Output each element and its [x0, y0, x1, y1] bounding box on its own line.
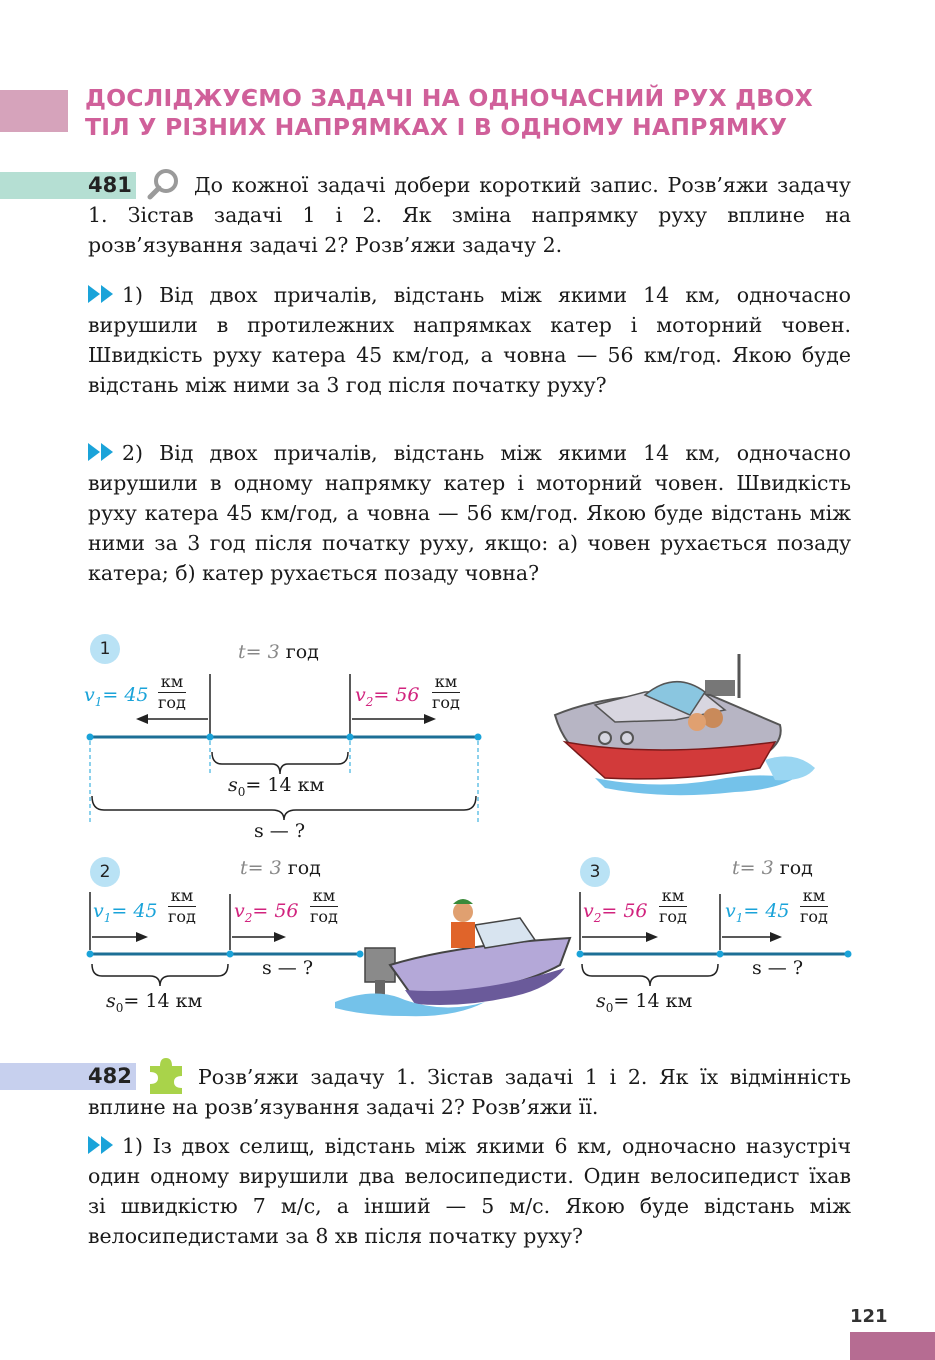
diagram-1-v2-unit: км год	[432, 672, 460, 712]
diagram-1-v1: $v_1= 45$	[84, 684, 149, 709]
diagram-2-v2-unit: км год	[310, 886, 338, 926]
diagram-3-number: 3	[580, 857, 610, 887]
task-481-problem-2	[88, 438, 851, 588]
double-arrow-icon	[88, 442, 116, 462]
footer-accent-bar	[850, 1332, 935, 1360]
diagram-1-s0: $s_0= 14$ км	[228, 774, 325, 799]
diagram-2-v2: $v_2= 56$	[234, 900, 299, 925]
diagram-2-s-question: s — ?	[262, 957, 314, 979]
header-accent-bar	[0, 90, 68, 132]
double-arrow-icon	[88, 1135, 116, 1155]
diagram-2-v1-unit: км год	[168, 886, 196, 926]
task-482-problem-1	[88, 1131, 851, 1251]
diagram-1-number: 1	[90, 634, 120, 664]
diagram-3-v-first-unit: км год	[659, 886, 687, 926]
diagram-3-time: t= 3 год	[732, 857, 813, 879]
double-arrow-icon	[88, 284, 116, 304]
section-title-line-2: ТІЛ У РІЗНИХ НАПРЯМКАХ І В ОДНОМУ НАПРЯМКУ	[85, 113, 788, 141]
task-481-number: 481	[88, 173, 132, 197]
task-482-number: 482	[88, 1064, 132, 1088]
task-481-problem-1-text: 1) Від двох причалів, відстань між якими 14 км, одночасно вирушили в протилежних напрямках катер і моторний човен. Швидкість руху катера 45 км/год, а човна — 56 км/год. Якою буде відстань між ними за 3 год після початку руху?	[88, 283, 851, 397]
diagram-3-v-second-unit: км год	[800, 886, 828, 926]
diagram-1-v2: $v_2= 56$	[355, 684, 420, 709]
speedboat-illustration	[535, 650, 835, 800]
diagram-1-time: t= 3 год	[238, 641, 319, 663]
task-481-problem-1	[88, 280, 851, 400]
section-title	[85, 84, 905, 142]
diagram-3-v-first: $v_2= 56$	[583, 900, 648, 925]
diagram-2-number: 2	[90, 857, 120, 887]
diagram-3-s0: $s_0= 14$ км	[596, 990, 693, 1015]
task-482-intro: Розв’яжи задачу 1. Зістав задачі 1 і 2. Як їх відмінність вплине на розв’язування задачі 2? Розв’яжи її.	[88, 1065, 851, 1119]
diagram-2-time: t= 3 год	[240, 857, 321, 879]
section-title-line-1: ДОСЛІДЖУЄМО ЗАДАЧІ НА ОДНОЧАСНИЙ РУХ ДВОХ	[85, 84, 813, 112]
motorboat-illustration	[335, 890, 580, 1020]
task-481-problem-2-text: 2) Від двох причалів, відстань між якими 14 км, одночасно вирушили в одному напрямку катер і моторний човен. Швидкість руху катера 45 км/год, а човна — 56 км/год. Якою буде відстань між ними за 3 год після початку руху, якщо: а) човен рухається позаду катера; б) катер рухається позаду човна?	[88, 441, 851, 585]
task-482-problem-1-text: 1) Із двох селищ, відстань між якими 6 км, одночасно назустріч один одному вирушили два велосипедисти. Один велосипедист їхав зі швидкістю 7 м/с, а інший — 5 м/с. Якою буде відстань між велосипедистами за 8 хв після початку руху?	[88, 1134, 851, 1248]
page-number: 121	[850, 1306, 888, 1327]
diagram-2-s0: $s_0= 14$ км	[106, 990, 203, 1015]
diagram-1-v1-unit: км год	[158, 672, 186, 712]
diagram-2-v1: $v_1= 45$	[93, 900, 158, 925]
diagram-1-s-question: s — ?	[254, 820, 306, 842]
diagram-3-s-question: s — ?	[752, 957, 804, 979]
task-481-intro: До кожної задачі добери короткий запис. Розв’яжи задачу 1. Зістав задачі 1 і 2. Як зміна напрямку руху вплине на розв’язування задачі 2? Розв’яжи задачу 2.	[88, 173, 851, 257]
diagram-3-v-second: $v_1= 45$	[725, 900, 790, 925]
